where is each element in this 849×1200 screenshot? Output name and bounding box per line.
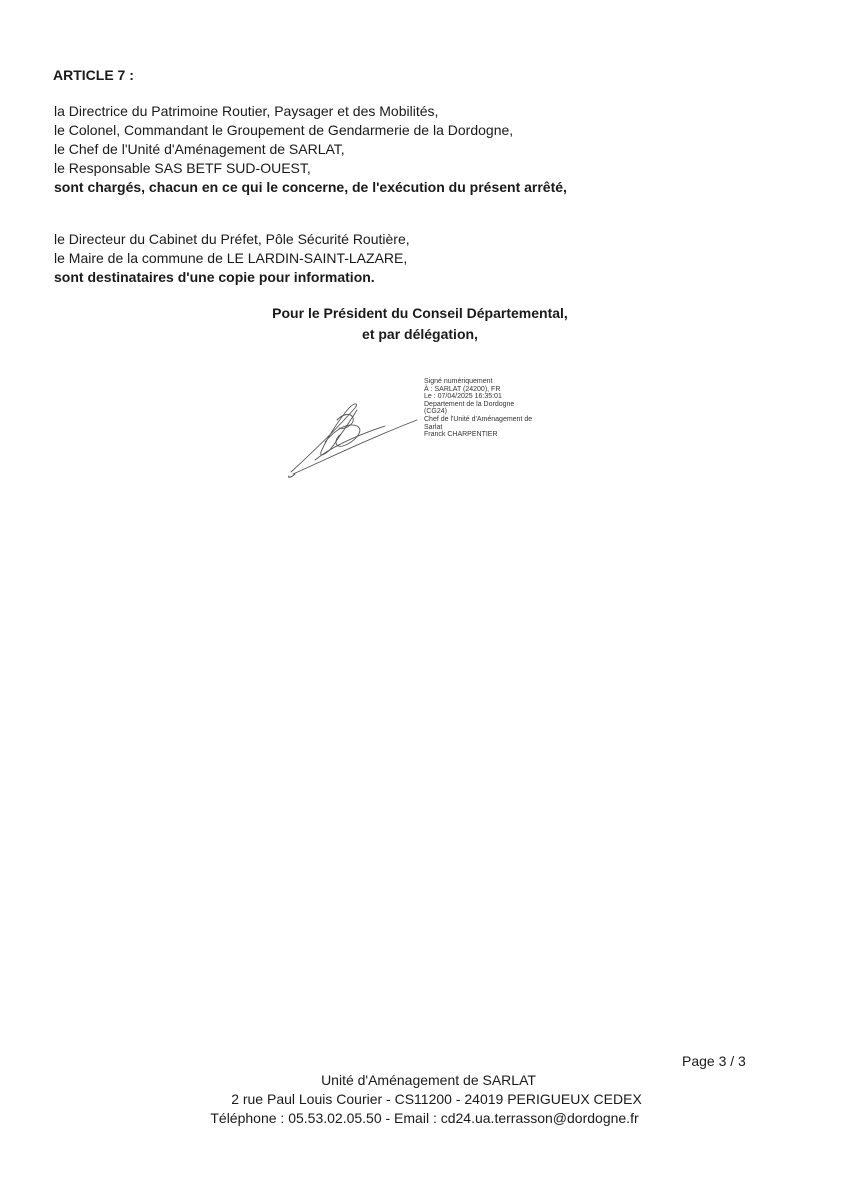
recipients-block (54, 230, 410, 287)
footer-unit-name: Unité d'Aménagement de SARLAT (321, 1072, 536, 1088)
signature-meta-line: Departement de la Dordogne (424, 400, 515, 408)
footer (0, 1071, 849, 1128)
responsible-line: la Directrice du Patrimoine Routier, Paysager et des Mobilités, (54, 103, 439, 119)
closing-line-1: Pour le Président du Conseil Départemental, (272, 305, 568, 321)
signature-meta-line: Signé numériquement (424, 378, 493, 385)
closing-block (220, 303, 620, 345)
responsibles-conclusion: sont chargés, chacun en ce qui le concerne, de l'exécution du présent arrêté, (54, 179, 567, 195)
closing-line-2: et par délégation, (362, 326, 478, 342)
article-heading: ARTICLE 7 : (53, 67, 134, 83)
page-number: Page 3 / 3 (682, 1053, 746, 1069)
signature-area (285, 378, 535, 478)
footer-address: 2 rue Paul Louis Courier - CS11200 - 24019 PERIGUEUX CEDEX (231, 1091, 642, 1107)
recipient-line: le Maire de la commune de LE LARDIN-SAINT-LAZARE, (54, 250, 408, 266)
responsible-line: le Colonel, Commandant le Groupement de Gendarmerie de la Dordogne, (54, 122, 514, 138)
signature-meta-line: Sarlat (424, 423, 443, 431)
signature-meta-line: (CG24) (424, 408, 447, 416)
footer-contact: Téléphone : 05.53.02.05.50 - Email : cd24.ua.terrasson@dordogne.fr (210, 1110, 639, 1126)
recipients-conclusion: sont destinataires d'une copie pour information. (54, 269, 375, 285)
signature-meta-line: Franck CHARPENTIER (424, 431, 498, 439)
responsibles-block (54, 102, 567, 197)
recipient-line: le Directeur du Cabinet du Préfet, Pôle Sécurité Routière, (54, 231, 410, 247)
signature-metadata (424, 378, 532, 439)
signature-meta-line: Chef de l'Unité d'Aménagement de (424, 415, 533, 423)
signature-meta-line: Le : 07/04/2025 16:35:01 (424, 393, 502, 401)
signature-meta-line: À : SARLAT (24200), FR (424, 385, 501, 393)
handwritten-signature-icon (285, 390, 425, 480)
responsible-line: le Chef de l'Unité d'Aménagement de SARLAT, (54, 141, 345, 157)
responsible-line: le Responsable SAS BETF SUD-OUEST, (54, 160, 311, 176)
